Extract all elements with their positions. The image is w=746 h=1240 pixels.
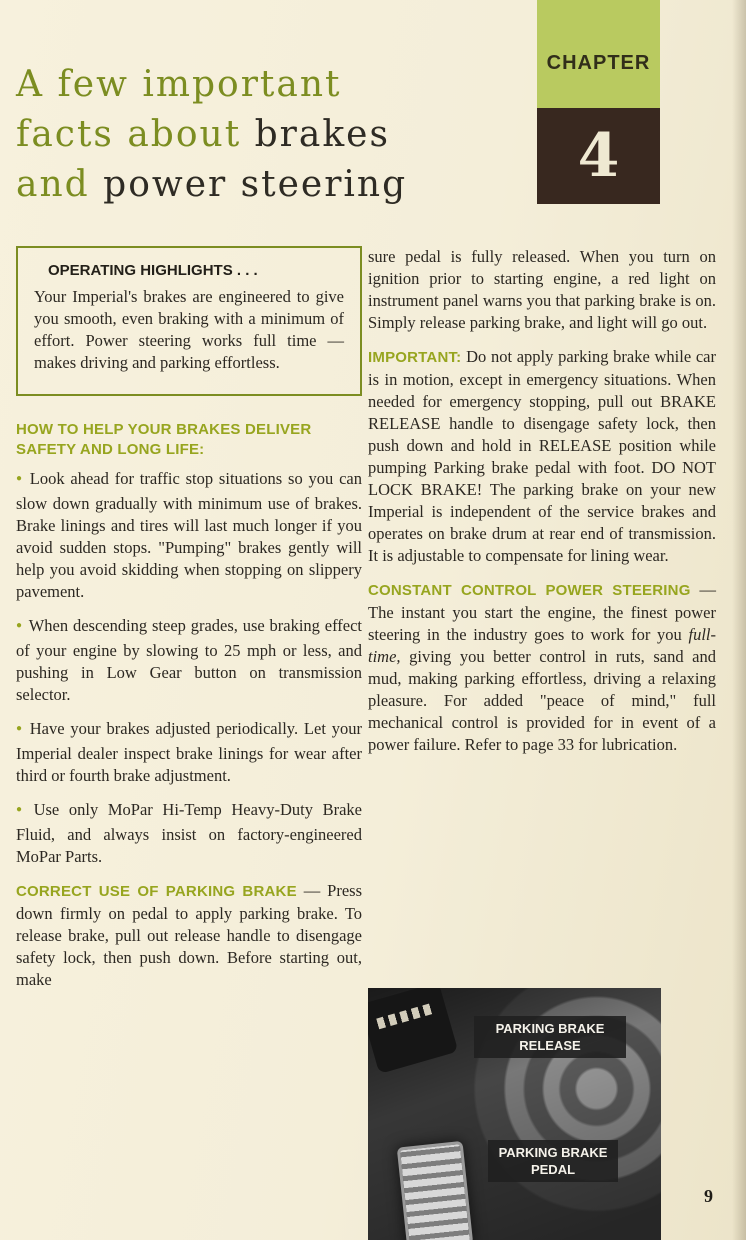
photo-label-release: PARKING BRAKE RELEASE — [474, 1016, 626, 1058]
bullet-paragraph — [16, 799, 362, 868]
page-number: 9 — [704, 1186, 713, 1206]
release-handle-image — [368, 988, 458, 1074]
bullet-text: Use only MoPar Hi-Temp Heavy-Duty Brake Fluid, and always insist on factory-engineered MoPar Parts. — [16, 800, 362, 866]
bullet-text: Have your brakes adjusted periodically. Let your Imperial dealer inspect brake linings for wear after third or fourth brake adjustment. — [16, 719, 362, 785]
important-label: IMPORTANT: — [368, 349, 462, 366]
section-heading-brakes: HOW TO HELP YOUR BRAKES DELIVER SAFETY AND LONG LIFE: — [16, 421, 312, 458]
left-column — [16, 246, 362, 1003]
chapter-badge-bottom — [537, 108, 660, 204]
important-text: Do not apply parking brake while car is in motion, except in emergency situations. When needed for emergency stopping, pull out BRAKE RELEASE handle to disengage safety lock, then push down and hold in RELEASE position while pumping Parking brake pedal with foot. DO NOT LOCK BRAKE! The parking brake on your new Imperial is independent of the service brakes and operates on brake drum at rear end of transmission. It is adjustable to compensate for lining wear. — [368, 347, 716, 565]
steering-text-pre: — The instant you start the engine, the finest power steering in the industry goes to work for you — [368, 580, 716, 644]
bullet-text: Look ahead for traffic stop situations so you can slow down gradually with minimum use of brakes. Brake linings and tires will last much longer if you avoid sudden stops. "Pumping" brakes gently will help you avoid skidding when stopping on slippery pavement. — [16, 469, 362, 601]
bullet-paragraph — [16, 468, 362, 603]
steering-text-post: giving you better control in ruts, sand and mud, making parking effortless, driving a relaxing pleasure. For added "peace of mind," full mechanical control is provided for in event of a power failure. Refer to page 33 for lubrication. — [368, 647, 716, 754]
parking-brake-photo — [368, 988, 661, 1240]
continuation-paragraph: sure pedal is fully released. When you turn on ignition prior to starting engine, a red light on instrument panel warns you that parking brake is on. Simply release parking brake, and light will go out. — [368, 247, 716, 332]
steering-text-italic: full-time, — [368, 625, 716, 666]
bullet-icon: ● — [16, 473, 24, 484]
bullet-paragraph — [16, 718, 362, 787]
chapter-number: 4 — [577, 121, 620, 191]
section-heading-parking-brake: CORRECT USE OF PARKING BRAKE — [16, 883, 297, 900]
power-steering-paragraph — [368, 579, 716, 756]
brake-pedal-image — [397, 1141, 474, 1240]
bullet-text: When descending steep grades, use braking effect of your engine by slowing to 25 mph or less, and pushing in Low Gear button on transmission selector. — [16, 616, 362, 704]
chapter-badge-top — [537, 0, 660, 108]
parking-brake-text: — Press down firmly on pedal to apply parking brake. To release brake, pull out release handle to disengage safety lock, then push down. Before starting out, make — [16, 881, 363, 989]
title-line-2: facts about brakes — [16, 114, 390, 155]
bullet-paragraph — [16, 615, 362, 706]
chapter-badge — [537, 0, 660, 204]
right-column — [368, 246, 716, 768]
important-paragraph — [368, 346, 716, 567]
chapter-label: CHAPTER — [546, 51, 651, 74]
operating-highlights-box — [16, 246, 362, 396]
bullet-icon: ● — [16, 804, 28, 815]
title-line-3: and power steering — [16, 164, 408, 205]
parking-brake-paragraph — [16, 880, 362, 991]
bullet-icon: ● — [16, 620, 23, 631]
photo-label-pedal: PARKING BRAKE PEDAL — [488, 1140, 618, 1182]
page-title — [16, 60, 536, 210]
bullet-icon: ● — [16, 723, 24, 734]
section-heading-power-steering: CONSTANT CONTROL POWER STEERING — [368, 582, 691, 599]
highlights-body: Your Imperial's brakes are engineered to give you smooth, even braking with a minimum of effort. Power steering works full time — makes driving and parking effortless. — [34, 287, 344, 372]
highlights-title: OPERATING HIGHLIGHTS . . . — [48, 262, 258, 279]
title-line-1: A few important — [16, 64, 342, 105]
